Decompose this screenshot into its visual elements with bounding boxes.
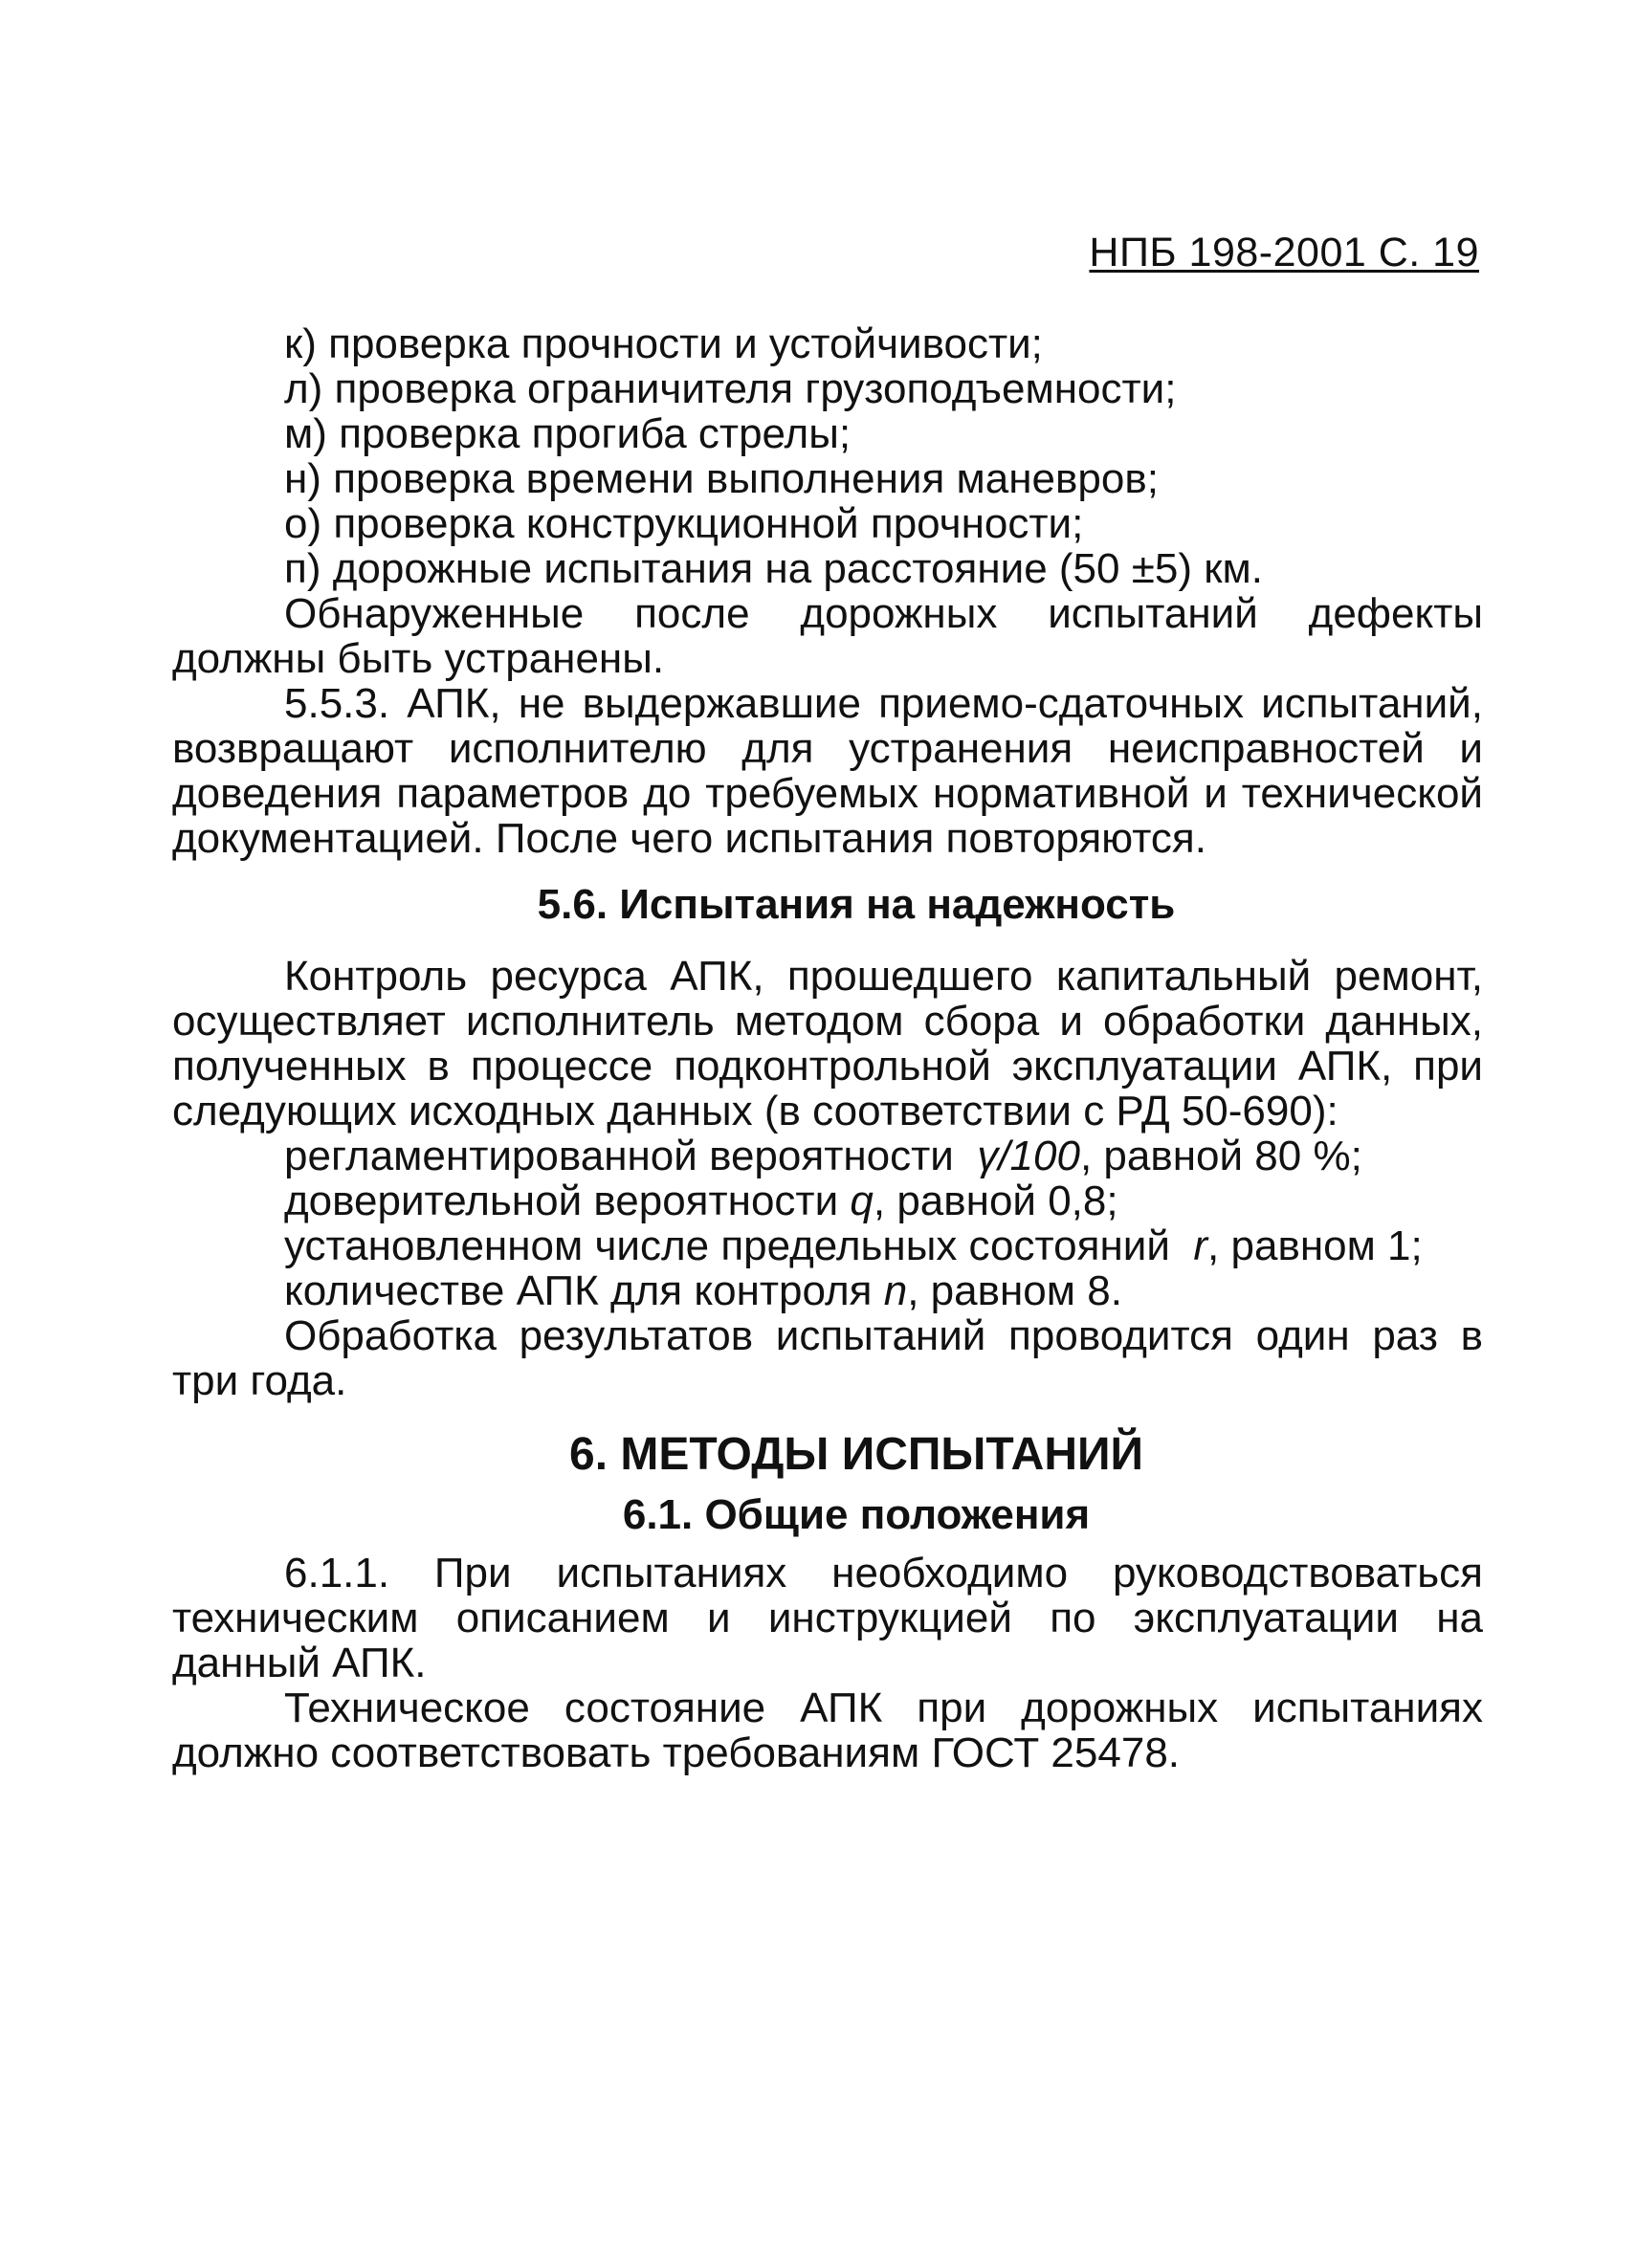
param-text: количестве АПК для контроля xyxy=(284,1267,873,1314)
paragraph-control: Контроль ресурса АПК, прошедшего капитальный ремонт, осуществляет исполнитель методом сбора и обработки данных, полученных в процессе подконтрольной эксплуатации АПК, при следующих исходных данных (в соответствии с РД 50-690): xyxy=(172,953,1483,1134)
paragraph-6-1-1: 6.1.1. При испытаниях необходимо руководствоваться техническим описанием и инструкцией по эксплуатации на данный АПК. xyxy=(172,1550,1483,1686)
param-value: , равном 1; xyxy=(1207,1222,1423,1269)
section-heading-5-6: 5.6. Испытания на надежность xyxy=(537,881,1176,928)
section-heading-6-1: 6.1. Общие положения xyxy=(622,1491,1091,1538)
param-text: установленном числе предельных состояний xyxy=(284,1222,1170,1269)
paragraph-tech-state: Техническое состояние АПК при дорожных испытаниях должно соответствовать требованиям ГОСТ 25478. xyxy=(172,1684,1483,1776)
paragraph-processing: Обработка результатов испытаний проводится один раз в три года. xyxy=(172,1312,1483,1404)
param-symbol: r xyxy=(1193,1222,1208,1269)
param-symbol: n xyxy=(883,1267,908,1314)
list-item: о) проверка конструкционной прочности; xyxy=(284,500,1084,547)
param-symbol: q xyxy=(850,1178,874,1224)
list-item: л) проверка ограничителя грузоподъемности; xyxy=(284,365,1177,412)
param-value: , равной 80 %; xyxy=(1079,1133,1362,1179)
list-item: к) проверка прочности и устойчивости; xyxy=(284,320,1043,367)
param-value: , равном 8. xyxy=(907,1267,1122,1314)
page-content xyxy=(172,321,1483,1775)
paragraph-5-5-3: 5.5.3. АПК, не выдержавшие приемо-сдаточных испытаний, возвращают исполнителю для устранения неисправностей и доведения параметров до требуемых нормативной и технической документацией. После чего испытания повторяются. xyxy=(172,680,1483,862)
param-text: регламентированной вероятности xyxy=(284,1133,954,1179)
param-text: доверительной вероятности xyxy=(284,1178,839,1224)
param-line xyxy=(172,1268,1483,1313)
list-item: п) дорожные испытания на расстояние (50 ±5) км. xyxy=(284,545,1263,592)
list-item: м) проверка прогиба стрелы; xyxy=(284,410,852,457)
section-heading-6: 6. МЕТОДЫ ИСПЫТАНИЙ xyxy=(569,1429,1143,1480)
param-line xyxy=(172,1178,1483,1223)
page-header: НПБ 198-2001 С. 19 xyxy=(1089,230,1479,275)
param-value: , равной 0,8; xyxy=(873,1178,1118,1224)
param-line xyxy=(172,1223,1483,1268)
param-symbol: γ/100 xyxy=(977,1133,1080,1179)
list-item: н) проверка времени выполнения маневров; xyxy=(284,455,1159,502)
paragraph-defects: Обнаруженные после дорожных испытаний дефекты должны быть устранены. xyxy=(172,590,1483,682)
param-line xyxy=(172,1134,1483,1178)
